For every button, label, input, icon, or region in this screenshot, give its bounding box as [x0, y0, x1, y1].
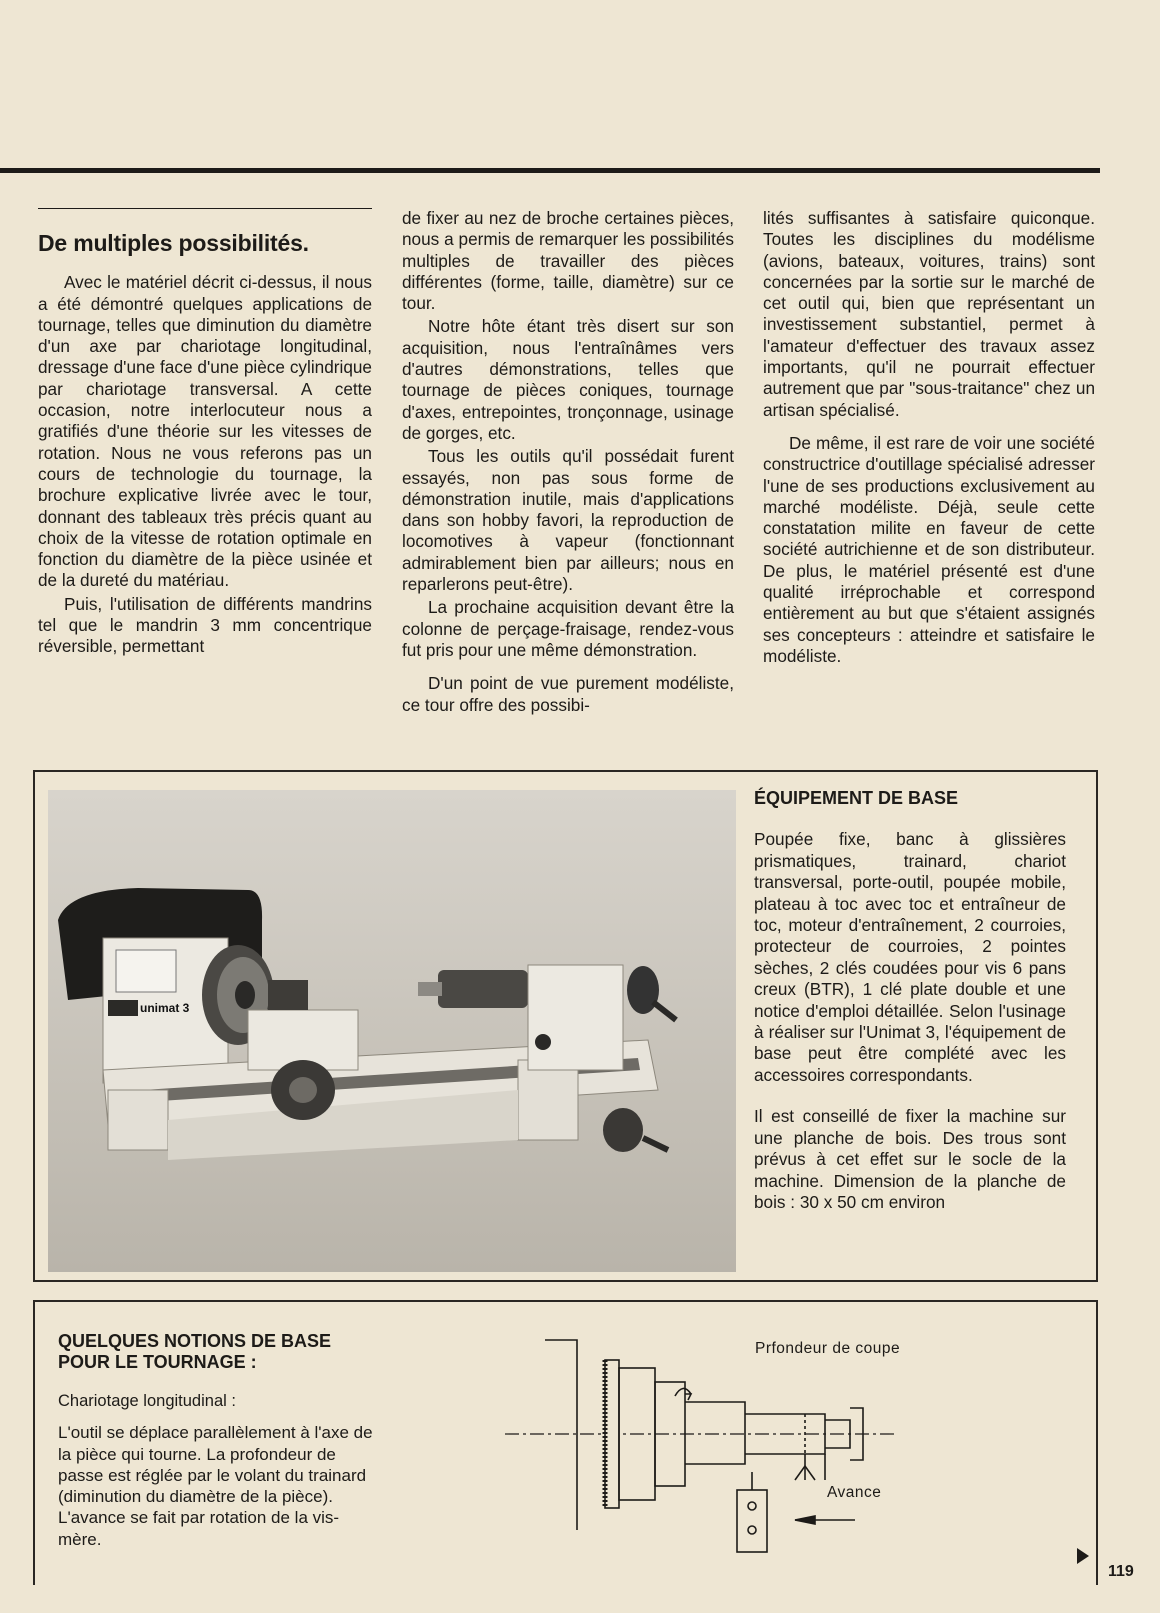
notions-text [58, 1331, 378, 1550]
lathe-illustration [48, 790, 736, 1272]
equipment-text [754, 788, 1066, 1213]
page-number: 119 [1108, 1563, 1134, 1580]
equipment-title: ÉQUIPEMENT DE BASE [754, 788, 959, 808]
depth-label: Prfondeur de coupe [755, 1340, 901, 1357]
equipment-list: Poupée fixe, banc à glissières prismatiques, trainard, chariot transversal, porte-outil, poupée mobile, plateau à toc avec toc et entraîneur de toc, moteur d'entraînement, 2 courroies, protecteur de courroies, 2 pointes sèches, 2 clés coudées pour vis 6 pans creux (BTR), 1 clé plate double et une notice d'emploi détaillée. Selon l'usinage à réaliser sur l'Unimat 3, l'équipement de base peut être complété avec les accessoires correspondants. [754, 829, 1066, 1085]
paragraph: Puis, l'utilisation de différents mandrins tel que le mandrin 3 mm concentrique réversible, permettant [38, 593, 372, 657]
notions-body: L'outil se déplace parallèlement à l'axe de la pièce qui tourne. La profondeur de passe est réglée par le volant du trainard (diminution du diamètre de la pièce). L'avance se fait par rotation de la vis-mère. [58, 1423, 373, 1549]
turning-diagram-drawing [505, 1330, 945, 1580]
continue-arrow-icon [1077, 1548, 1089, 1564]
article-column-2 [402, 208, 734, 716]
lathe-photo [48, 790, 736, 1272]
article-column-3 [763, 208, 1095, 667]
paragraph: Tous les outils qu'il possédait furent essayés, non pas sous forme de démonstration inutile, mais d'applications dans son hobby favori, la reproduction de locomotives à vapeur (fonctionnant admirablement bien par ailleurs; nous en reparlerons peut-être). [402, 446, 734, 595]
equipment-note: Il est conseillé de fixer la machine sur une planche de bois. Des trous sont prévus à cet effet sur le socle de la machine. Dimension de la planche de bois : 30 x 50 cm environ [754, 1106, 1066, 1212]
paragraph: De même, il est rare de voir une société constructrice d'outillage spécialisé adresser l'une de ses productions exclusivement au marché modéliste. Déjà, seule cette constatation milite en faveur de cette société autrichienne et de son distributeur. De plus, le matériel présenté est d'une qualité irréprochable et correspond entièrement au but que s'étaient assignés ses concepteurs : atteindre et satisfaire le modéliste. [763, 432, 1095, 666]
notions-title: QUELQUES NOTIONS DE BASE POUR LE TOURNAGE : [58, 1331, 332, 1372]
feed-label: Avance [827, 1484, 882, 1501]
paragraph: de fixer au nez de broche certaines pièces, nous a permis de remarquer les possibilités multiples de travailler des pièces différentes (forme, taille, diamètre) sur ce tour. [402, 208, 734, 314]
paragraph: Avec le matériel décrit ci-dessus, il nous a été démontré quelques applications de tournage, telles que diminution du diamètre d'un axe par chariotage longitudinal, dressage d'une face d'une pièce cylindrique par chariotage transversal. A cette occasion, notre interlocuteur nous a gratifiés d'une théorie sur les vitesses de rotation. Nous ne vous referons pas un cours de technologie du tournage, la brochure explicative livrée avec le tour, donnant des tableaux très précis quant au choix de la vitesse de rotation optimale en fonction du diamètre de la pièce usinée et de la dureté du matériau. [38, 272, 372, 591]
paragraph: Notre hôte étant très disert sur son acquisition, nous l'entraînâmes vers d'autres démonstrations, telles que tournage de pièces coniques, tournage d'axes, entrepointes, tronçonnage, usinage de gorges, etc. [402, 316, 734, 443]
paragraph: La prochaine acquisition devant être la colonne de perçage-fraisage, rendez-vous fut pris pour une même démonstration. [402, 597, 734, 660]
paragraph: D'un point de vue purement modéliste, ce tour offre des possibi- [402, 673, 734, 715]
notions-subtitle: Chariotage longitudinal : [58, 1392, 236, 1410]
turning-diagram [505, 1330, 945, 1580]
paragraph: lités suffisantes à satisfaire quiconque. Toutes les disciplines du modélisme (avions, bateaux, voitures, trains) sont concernées par la sortie sur le marché de cet outil qui, bien que représentant un investissement substantiel, permet à l'amateur d'effectuer des travaux assez importants, qu'il ne pourrait effectuer autrement que par "sous-traitance" chez un artisan spécialisé. [763, 208, 1095, 420]
article-column-1 [38, 208, 372, 658]
section-rule [38, 208, 372, 209]
section-title: De multiples possibilités. [38, 230, 309, 256]
header-rule [0, 168, 1100, 173]
brand-label: unimat 3 [140, 1001, 190, 1015]
